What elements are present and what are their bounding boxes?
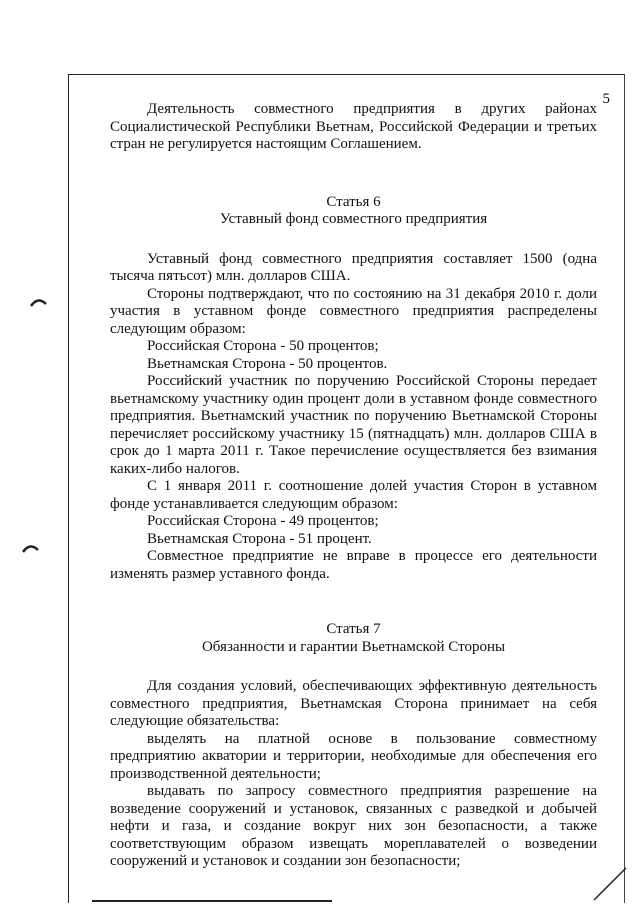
list-item: Вьетнамская Сторона - 51 процент. xyxy=(147,530,372,547)
article-6-paragraph-2: Стороны подтверждают, что по состоянию на 31 декабря 2010 г. доли участия в уставном фонде совместного предприятия распределены следующим образом: xyxy=(110,285,597,337)
list-item: Российская Сторона - 49 процентов; xyxy=(147,513,379,529)
punch-mark-top xyxy=(30,296,48,308)
punch-mark-bottom xyxy=(22,542,40,554)
article-7-paragraph-2: выделять на платной основе в пользование совместному предприятию акватории и территории, необходимые для обеспечения его производственной деятельности; xyxy=(110,730,597,782)
article-7-paragraph-3: выдавать по запросу совместного предприятия разрешение на возведение сооружений и установок, связанных с разведкой и добычей нефти и газа, и создание вокруг них зон безопасности, а также соответствующим образом извещать мореплавателей о возведении сооружений и установок и создании зон безопасности; xyxy=(110,783,597,869)
page-number: 5 xyxy=(602,91,610,107)
article-6-paragraph-3: Российский участник по поручению Российской Стороны передает вьетнамскому участнику один процент доли в уставном фонде совместного предприятия. Вьетнамский участник по поручению Вьетнамской Стороны перечисляет российскому участнику 15 (пятнадцать) млн. долларов США в срок до 1 марта 2011 г. Такое перечисление осуществляется без взимания каких-либо налогов. xyxy=(110,373,597,477)
bottom-scan-line xyxy=(92,900,332,902)
document-page xyxy=(68,74,625,903)
intro-paragraph: Деятельность совместного предприятия в других районах Социалистической Республики Вьетнам, Российской Федерации и третьих стран не регулируется настоящим Соглашением. xyxy=(110,101,597,152)
article-7-paragraph-1: Для создания условий, обеспечивающих эффективную деятельность совместного предприятия, Вьетнамская Сторона принимает на себя следующие обязательства: xyxy=(110,678,597,729)
article-6-subheading: Уставный фонд совместного предприятия xyxy=(219,211,488,227)
article-7-heading: Статья 7 xyxy=(326,621,381,637)
article-7-subheading: Обязанности и гарантии Вьетнамской Стороны xyxy=(201,638,506,655)
article-6-paragraph-4: С 1 января 2011 г. соотношение долей участия Сторон в уставном фонде устанавливается следующим образом: xyxy=(110,478,597,512)
document-body xyxy=(110,101,597,871)
corner-stroke xyxy=(590,862,630,902)
list-item: Вьетнамская Сторона - 50 процентов. xyxy=(147,355,388,372)
article-6-paragraph-5: Совместное предприятие не вправе в процессе его деятельности изменять размер уставного фонда. xyxy=(110,548,597,582)
article-6-heading: Статья 6 xyxy=(326,193,381,210)
list-item: Российская Сторона - 50 процентов; xyxy=(147,338,379,354)
article-6-paragraph-1: Уставный фонд совместного предприятия составляет 1500 (одна тысяча пятьсот) млн. долларов США. xyxy=(110,250,597,284)
